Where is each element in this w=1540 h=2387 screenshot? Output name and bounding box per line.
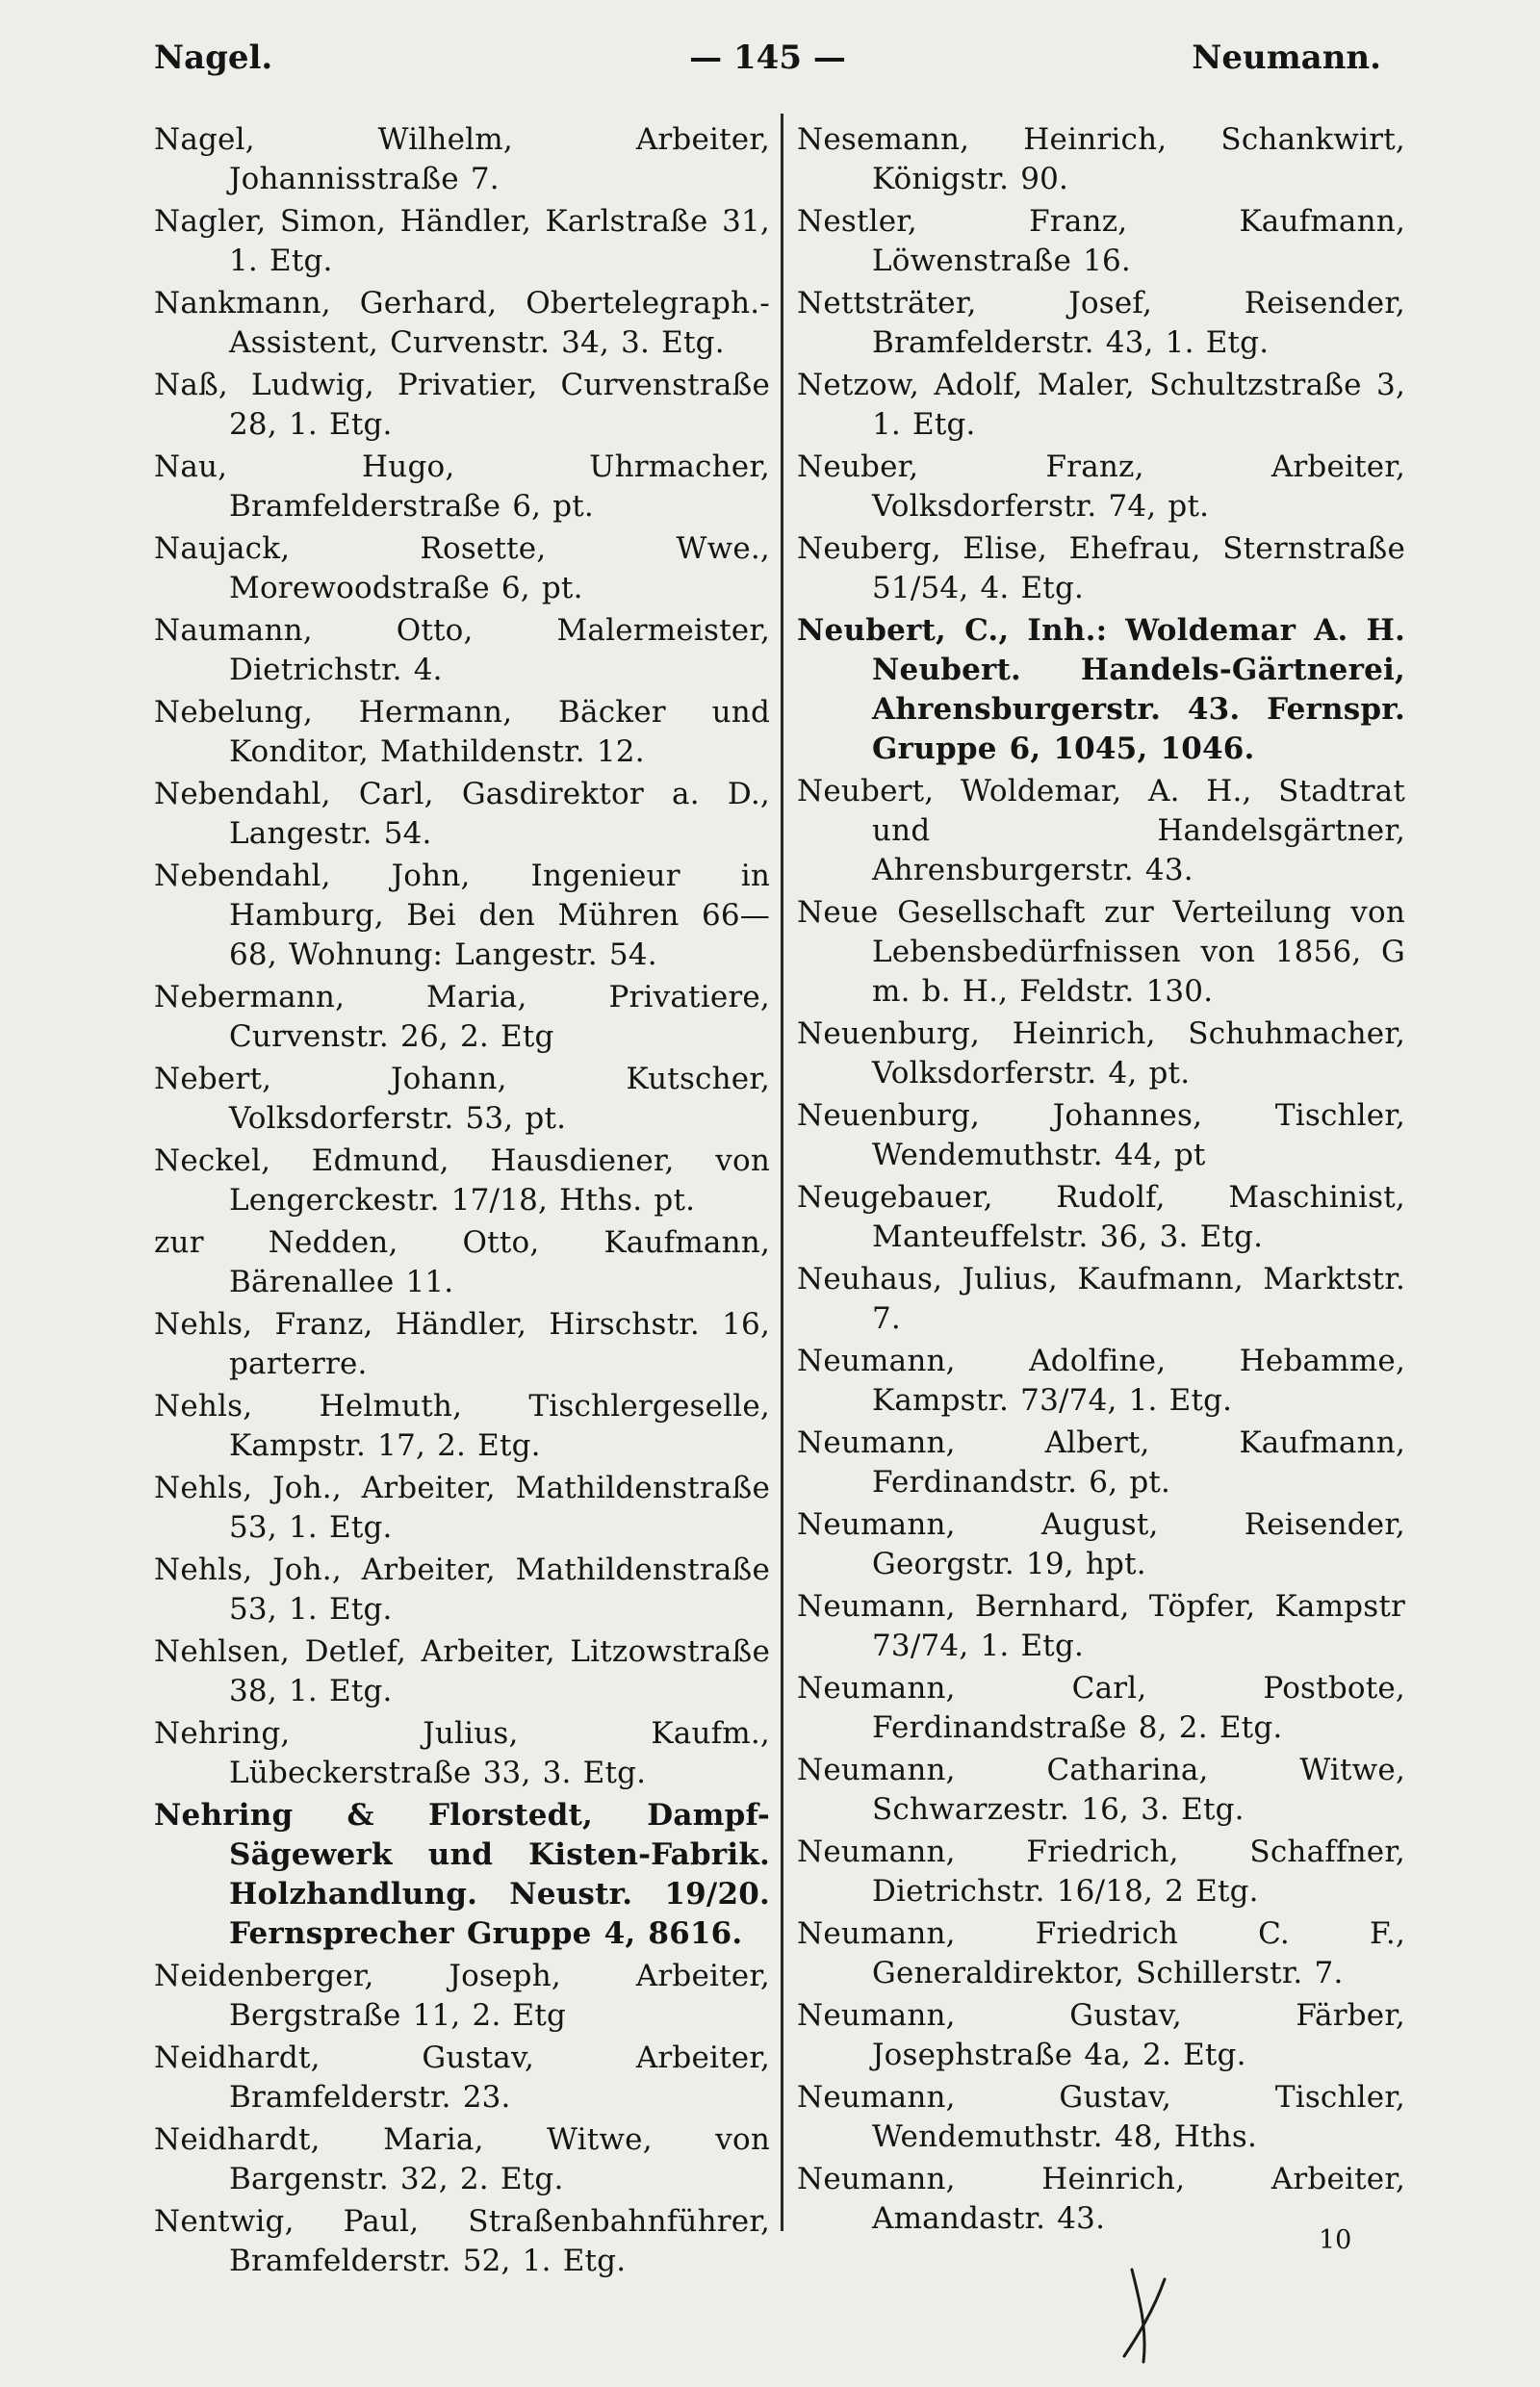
- page-header: [154, 29, 1381, 87]
- header-left-keyword: Nagel.: [154, 38, 273, 77]
- directory-entry: Neidhardt, Maria, Witwe, von Bargenstr. 32, 2. Etg.: [154, 2122, 770, 2196]
- directory-entry: Neumann, Friedrich C. F., Generaldirektor, Schillerstr. 7.: [797, 1916, 1405, 1990]
- directory-entry: Neuhaus, Julius, Kaufmann, Marktstr. 7.: [797, 1262, 1405, 1336]
- directory-entry: Neubert, Woldemar, A. H., Stadtrat und Handelsgärtner, Ahrensburgerstr. 43.: [797, 774, 1405, 887]
- directory-entry: Nehls, Joh., Arbeiter, Mathildenstraße 53, 1. Etg.: [154, 1553, 770, 1627]
- right-column: [797, 120, 1405, 2242]
- directory-entry: Neumann, Friedrich, Schaffner, Dietrichstr. 16/18, 2 Etg.: [797, 1835, 1405, 1909]
- page-number: — 145 —: [689, 38, 846, 77]
- directory-entry: zur Nedden, Otto, Kaufmann, Bärenallee 11.: [154, 1225, 770, 1299]
- directory-entry: Neuberg, Elise, Ehefrau, Sternstraße 51/54, 4. Etg.: [797, 531, 1405, 605]
- directory-entry: Neumann, August, Reisender, Georgstr. 19, hpt.: [797, 1507, 1405, 1581]
- directory-entry: Neumann, Catharina, Witwe, Schwarzestr. 16, 3. Etg.: [797, 1753, 1405, 1827]
- directory-entry: Nebermann, Maria, Privatiere, Curvenstr. 26, 2. Etg: [154, 980, 770, 1054]
- directory-entry: Nagler, Simon, Händler, Karlstraße 31, 1. Etg.: [154, 204, 770, 278]
- directory-entry: Nebert, Johann, Kutscher, Volksdorferstr. 53, pt.: [154, 1062, 770, 1136]
- directory-entry: Neuenburg, Johannes, Tischler, Wendemuthstr. 44, pt: [797, 1098, 1405, 1172]
- footer-page-marker: 10: [1319, 2225, 1352, 2255]
- directory-entry: Nehring & Florstedt, Dampf-Sägewerk und Kisten-Fabrik. Holzhandlung. Neustr. 19/20. Fernsprecher Gruppe 4, 8616.: [154, 1798, 770, 1951]
- directory-entry: Neumann, Carl, Postbote, Ferdinandstraße 8, 2. Etg.: [797, 1671, 1405, 1745]
- directory-entry: Nehls, Joh., Arbeiter, Mathildenstraße 53, 1. Etg.: [154, 1471, 770, 1545]
- left-column: [154, 120, 770, 2284]
- directory-entry: Nau, Hugo, Uhrmacher, Bramfelderstraße 6, pt.: [154, 449, 770, 524]
- directory-entry: Neumann, Heinrich, Arbeiter, Amandastr. 43.: [797, 2162, 1405, 2236]
- directory-entry: Neumann, Albert, Kaufmann, Ferdinandstr. 6, pt.: [797, 1425, 1405, 1500]
- directory-entry: Neuenburg, Heinrich, Schuhmacher, Volksdorferstr. 4, pt.: [797, 1016, 1405, 1091]
- directory-entry: Neumann, Bernhard, Töpfer, Kampstr 73/74, 1. Etg.: [797, 1589, 1405, 1663]
- directory-entry: Netzow, Adolf, Maler, Schultzstraße 3, 1. Etg.: [797, 368, 1405, 442]
- directory-entry: Nagel, Wilhelm, Arbeiter, Johannisstraße 7.: [154, 122, 770, 196]
- directory-entry: Neugebauer, Rudolf, Maschinist, Manteuffelstr. 36, 3. Etg.: [797, 1180, 1405, 1254]
- directory-entry: Nestler, Franz, Kaufmann, Löwenstraße 16.: [797, 204, 1405, 278]
- directory-entry: Neumann, Gustav, Färber, Josephstraße 4a, 2. Etg.: [797, 1998, 1405, 2072]
- directory-entry: Nentwig, Paul, Straßenbahnführer, Bramfelderstr. 52, 1. Etg.: [154, 2204, 770, 2278]
- directory-entry: Naumann, Otto, Malermeister, Dietrichstr. 4.: [154, 613, 770, 687]
- directory-entry: Neumann, Gustav, Tischler, Wendemuthstr. 48, Hths.: [797, 2080, 1405, 2154]
- directory-entry: Nettsträter, Josef, Reisender, Bramfelderstr. 43, 1. Etg.: [797, 286, 1405, 360]
- directory-entry: Nebendahl, John, Ingenieur in Hamburg, Bei den Mühren 66—68, Wohnung: Langestr. 54.: [154, 859, 770, 972]
- handwritten-mark-icon: [1115, 2262, 1182, 2368]
- directory-entry: Nebelung, Hermann, Bäcker und Konditor, Mathildenstr. 12.: [154, 695, 770, 769]
- directory-entry: Neumann, Adolfine, Hebamme, Kampstr. 73/74, 1. Etg.: [797, 1344, 1405, 1418]
- column-divider: [781, 114, 783, 2231]
- directory-entry: Nebendahl, Carl, Gasdirektor a. D., Langestr. 54.: [154, 777, 770, 851]
- directory-entry: Nehring, Julius, Kaufm., Lübeckerstraße 33, 3. Etg.: [154, 1716, 770, 1790]
- directory-entry: Neubert, C., Inh.: Woldemar A. H. Neubert. Handels-Gärtnerei, Ahrensburgerstr. 43. Fernspr. Gruppe 6, 1045, 1046.: [797, 613, 1405, 766]
- directory-entry: Neckel, Edmund, Hausdiener, von Lengerckestr. 17/18, Hths. pt.: [154, 1143, 770, 1218]
- directory-entry: Neuber, Franz, Arbeiter, Volksdorferstr. 74, pt.: [797, 449, 1405, 524]
- directory-entry: Nesemann, Heinrich, Schankwirt, Königstr. 90.: [797, 122, 1405, 196]
- directory-entry: Nankmann, Gerhard, Obertelegraph.-Assistent, Curvenstr. 34, 3. Etg.: [154, 286, 770, 360]
- directory-entry: Nehlsen, Detlef, Arbeiter, Litzowstraße 38, 1. Etg.: [154, 1634, 770, 1708]
- directory-entry: Neidhardt, Gustav, Arbeiter, Bramfelderstr. 23.: [154, 2040, 770, 2115]
- directory-entry: Neue Gesellschaft zur Verteilung von Lebensbedürfnissen von 1856, G m. b. H., Feldstr. 130.: [797, 895, 1405, 1009]
- header-right-keyword: Neumann.: [1192, 38, 1381, 77]
- directory-entry: Nehls, Franz, Händler, Hirschstr. 16, parterre.: [154, 1307, 770, 1381]
- directory-entry: Nehls, Helmuth, Tischlergeselle, Kampstr. 17, 2. Etg.: [154, 1389, 770, 1463]
- directory-entry: Neidenberger, Joseph, Arbeiter, Bergstraße 11, 2. Etg: [154, 1959, 770, 2033]
- directory-entry: Naß, Ludwig, Privatier, Curvenstraße 28, 1. Etg.: [154, 368, 770, 442]
- directory-entry: Naujack, Rosette, Wwe., Morewoodstraße 6, pt.: [154, 531, 770, 605]
